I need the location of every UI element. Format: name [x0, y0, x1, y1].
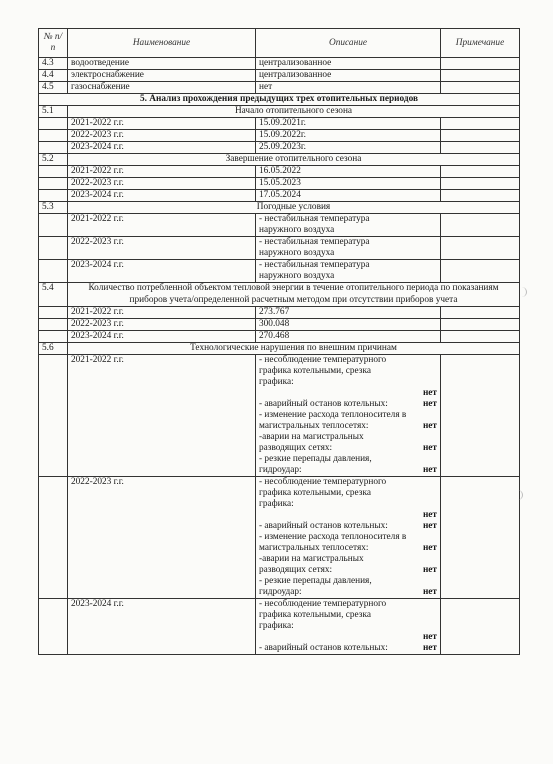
table-row — [39, 142, 520, 154]
table-row — [39, 190, 520, 202]
row-num: 4.4 — [39, 70, 68, 82]
period-value: 17.05.2024 — [256, 190, 441, 202]
period-label: 2021-2022 г.г. — [68, 355, 256, 477]
violations-desc: - несоблюдение температурного графика котельными, срезка графика: нет - аварийный останов котельных: нет — [256, 599, 441, 655]
table-header-row — [39, 29, 520, 58]
period-label: 2022-2023 г.г. — [68, 130, 256, 142]
table-row — [39, 599, 520, 655]
subsection-title: Завершение отопительного сезона — [68, 154, 520, 166]
table-row — [39, 166, 520, 178]
period-label: 2023-2024 г.г. — [68, 142, 256, 154]
header-desc: Описание — [256, 29, 441, 58]
period-label: 2021-2022 г.г. — [68, 307, 256, 319]
weather-desc: - нестабильная температура наружного воздуха — [256, 260, 441, 283]
table-row — [39, 178, 520, 190]
period-value: 273.767 — [256, 307, 441, 319]
row-num: 4.5 — [39, 82, 68, 94]
period-value: 15.05.2023 — [256, 178, 441, 190]
table-row — [39, 331, 520, 343]
period-value: 16.05.2022 — [256, 166, 441, 178]
table-row — [39, 130, 520, 142]
row-name: газоснабжение — [68, 82, 256, 94]
violations-desc: - несоблюдение температурного графика котельными, срезка графика: нет - аварийный останов котельных: нет - изменение расхода теплоносителя в магистральных теплосетях: нет -аварии на магистральных разводящих сетях: нет - резкие перепады давления, гидроудар: нет — [256, 477, 441, 599]
period-label: 2022-2023 г.г. — [68, 178, 256, 190]
table-row — [39, 237, 520, 260]
subsection-row — [39, 343, 520, 355]
section-heading-row — [39, 94, 520, 106]
weather-desc: - нестабильная температура наружного воздуха — [256, 214, 441, 237]
subsection-title: Технологические нарушения по внешним причинам — [68, 343, 520, 355]
period-value: 15.09.2021г. — [256, 118, 441, 130]
subsection-title: Начало отопительного сезона — [68, 106, 520, 118]
row-num: 5.3 — [39, 202, 68, 214]
table-row — [39, 82, 520, 94]
period-value: 300.048 — [256, 319, 441, 331]
row-desc: централизованное — [256, 58, 441, 70]
header-note: Примечание — [441, 29, 520, 58]
table-row — [39, 355, 520, 477]
row-desc: централизованное — [256, 70, 441, 82]
period-label: 2023-2024 г.г. — [68, 190, 256, 202]
weather-desc: - нестабильная температура наружного воздуха — [256, 237, 441, 260]
scan-artifact — [522, 287, 527, 297]
period-label: 2022-2023 г.г. — [68, 319, 256, 331]
row-note — [441, 70, 520, 82]
header-name: Наименование — [68, 29, 256, 58]
period-label: 2021-2022 г.г. — [68, 214, 256, 237]
period-value: 15.09.2022г. — [256, 130, 441, 142]
table-row — [39, 70, 520, 82]
table-row — [39, 319, 520, 331]
table-row — [39, 260, 520, 283]
period-label: 2022-2023 г.г. — [68, 237, 256, 260]
row-num: 4.3 — [39, 58, 68, 70]
period-label: 2021-2022 г.г. — [68, 166, 256, 178]
row-num: 5.4 — [39, 283, 68, 307]
row-num: 5.2 — [39, 154, 68, 166]
period-value: 25.09.2023г. — [256, 142, 441, 154]
period-label: 2023-2024 г.г. — [68, 260, 256, 283]
subsection-row — [39, 106, 520, 118]
subsection-row — [39, 202, 520, 214]
section-5-title: 5. Анализ прохождения предыдущих трех отопительных периодов — [39, 94, 520, 106]
row-note — [441, 82, 520, 94]
table-row — [39, 477, 520, 599]
table-row — [39, 58, 520, 70]
period-label: 2023-2024 г.г. — [68, 331, 256, 343]
row-num: 5.1 — [39, 106, 68, 118]
table-row — [39, 214, 520, 237]
row-desc: нет — [256, 82, 441, 94]
subsection-title: Погодные условия — [68, 202, 520, 214]
subsection-row — [39, 154, 520, 166]
subsection-title: Количество потребленной объектом тепловой энергии в течение отопительного периода по показаниям приборов учета/определенной расчетным методом при отсутствии приборов учета — [68, 283, 520, 307]
row-note — [441, 58, 520, 70]
row-name: электроснабжение — [68, 70, 256, 82]
period-label: 2023-2024 г.г. — [68, 599, 256, 655]
violations-desc: - несоблюдение температурного графика котельными, срезка графика: нет - аварийный останов котельных: нет - изменение расхода теплоносителя в магистральных теплосетях: нет -аварии на магистральных разводящих сетях: нет - резкие перепады давления, гидроудар: нет — [256, 355, 441, 477]
subsection-row — [39, 283, 520, 307]
period-label: 2021-2022 г.г. — [68, 118, 256, 130]
header-num: № п/п — [39, 29, 68, 58]
scan-artifact — [518, 490, 523, 500]
period-value: 270.468 — [256, 331, 441, 343]
row-num: 5.6 — [39, 343, 68, 355]
period-label: 2022-2023 г.г. — [68, 477, 256, 599]
table-row — [39, 307, 520, 319]
document-table — [38, 28, 520, 655]
table-row — [39, 118, 520, 130]
row-name: водоотведение — [68, 58, 256, 70]
